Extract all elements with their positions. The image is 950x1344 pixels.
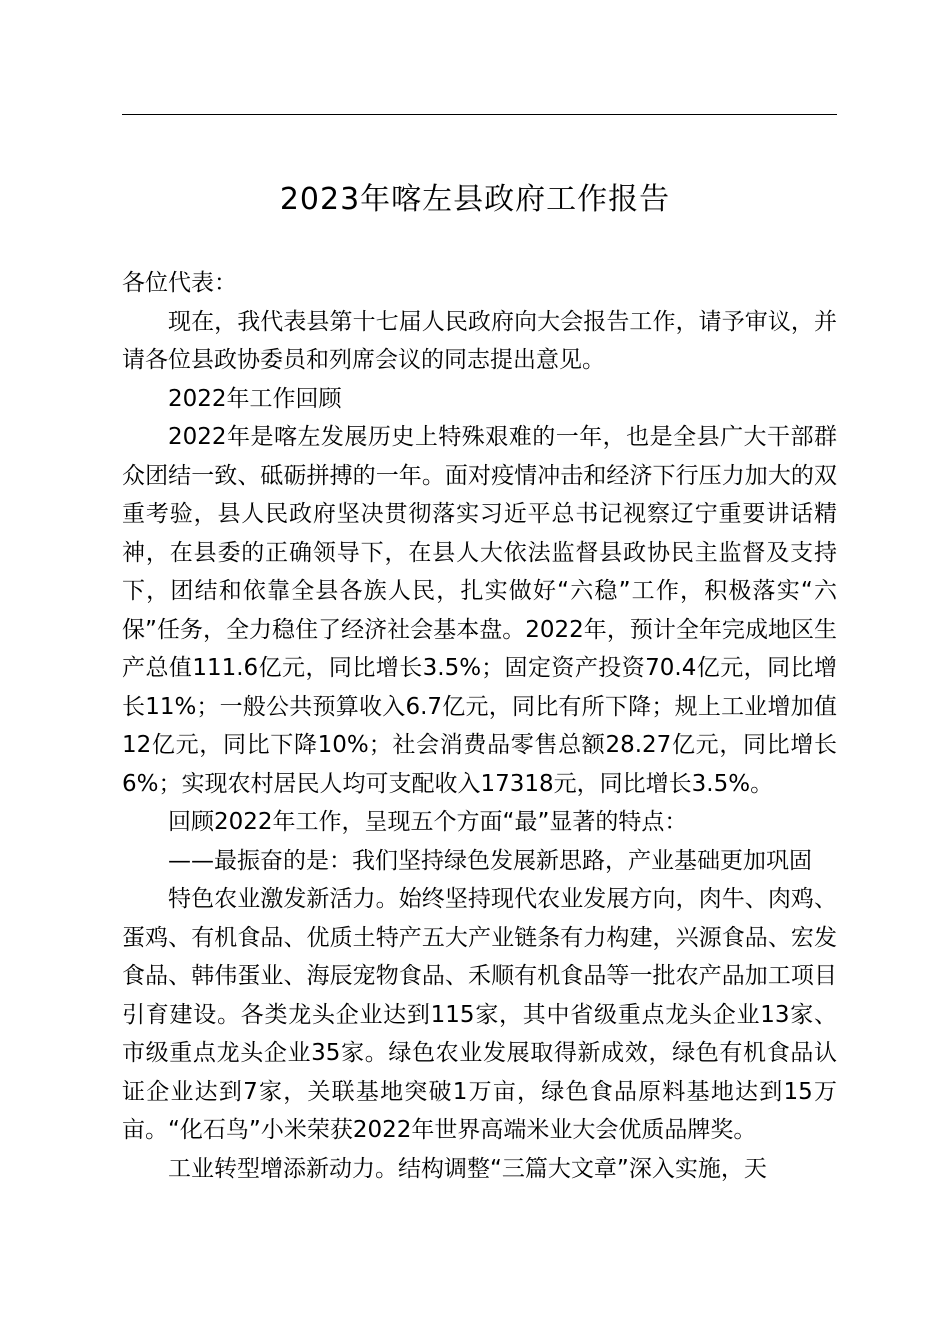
document-body xyxy=(122,264,837,1188)
industry-paragraph: 工业转型增添新动力。结构调整“三篇大文章”深入实施，天 xyxy=(168,1155,767,1182)
header-rule xyxy=(122,114,837,115)
review-paragraph: 2022年是喀左发展历史上特殊艰难的一年，也是全县广大干部群众团结一致、砥砺拼搏的一年。面对疫情冲击和经济下行压力加大的双重考验，县人民政府坚决贯彻落实习近平总书记视察辽宁重要讲话精神，在县委的正确领导下，在县人大依法监督县政协民主监督及支持下，团结和依靠全县各族人民，扎实做好“六稳”工作，积极落实“六保”任务，全力稳住了经济社会基本盘。2022年，预计全年完成地区生产总值111.6亿元，同比增长3.5%；固定资产投资70.4亿元，同比增长11%；一般公共预算收入6.7亿元，同比有所下降；规上工业增加值12亿元，同比下降10%；社会消费品零售总额28.27亿元，同比增长6%；实现农村居民人均可支配收入17318元，同比增长3.5%。 xyxy=(122,424,837,797)
salutation: 各位代表： xyxy=(122,270,237,296)
opening-paragraph: 现在，我代表县第十七届人民政府向大会报告工作，请予审议，并请各位县政协委员和列席会议的同志提出意见。 xyxy=(122,308,837,373)
section-heading: 2022年工作回顾 xyxy=(168,385,342,412)
agriculture-paragraph: 特色农业激发新活力。始终坚持现代农业发展方向，肉牛、肉鸡、蛋鸡、有机食品、优质土特产五大产业链条有力构建，兴源食品、宏发食品、韩伟蛋业、海辰宠物食品、禾顺有机食品等一批农产品加工项目引育建设。各类龙头企业达到115家，其中省级重点龙头企业13家、市级重点龙头企业35家。绿色农业发展取得新成效，绿色有机食品认证企业达到7家，关联基地突破1万亩，绿色食品原料基地达到15万亩。“化石鸟”小米荣获2022年世界高端米业大会优质品牌奖。 xyxy=(122,886,837,1143)
features-intro-paragraph: 回顾2022年工作，呈现五个方面“最”显著的特点： xyxy=(168,809,688,835)
subheading-paragraph: ——最振奋的是：我们坚持绿色发展新思路，产业基础更加巩固 xyxy=(168,847,812,874)
document-title: 2023年喀左县政府工作报告 xyxy=(279,182,671,217)
